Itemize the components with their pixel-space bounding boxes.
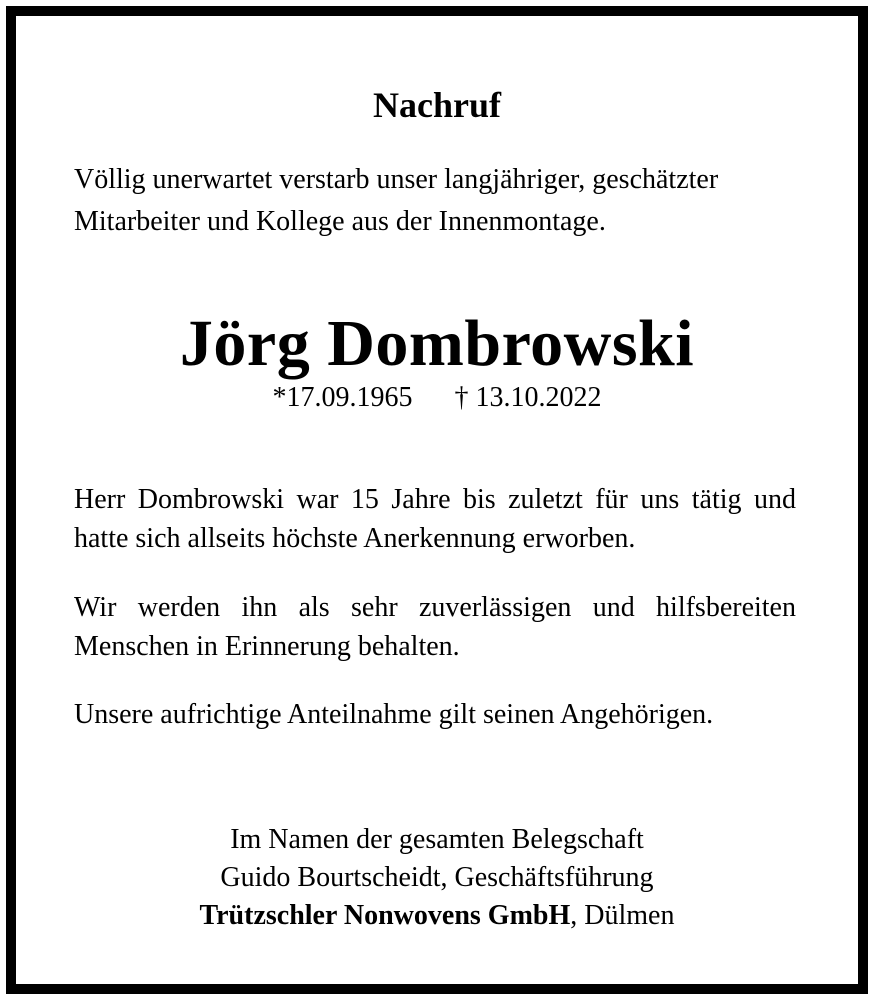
company-name: Trützschler Nonwovens GmbH [199,900,571,931]
paragraph-tenure: Herr Dombrowski war 15 Jahre bis zuletzt für uns tätig und hatte sich allseits höchste Anerkennung erworben. [74,484,796,554]
obituary-frame [6,6,868,994]
deceased-name: Jörg Dombrowski [179,307,695,380]
company-location: , Dülmen [570,900,675,931]
signature-line-staff: Im Namen der gesamten Belegschaft [230,824,644,855]
life-dates [16,382,858,414]
birth-date: *17.09.1965 [272,382,413,413]
signature-line-company [16,897,858,935]
paragraph-condolence: Unsere aufrichtige Anteilnahme gilt seinen Angehörigen. [74,699,714,730]
signature-block [16,821,858,935]
signature-line-management: Guido Bourtscheidt, Geschäftsführung [220,862,654,893]
paragraph-remembrance: Wir werden ihn als sehr zuverlässigen und hilfsbereiten Menschen in Erinnerung behalten. [74,592,796,662]
intro-text: Völlig unerwartet verstarb unser langjähriger, geschätzter Mitarbeiter und Kollege aus der Innenmontage. [74,164,719,237]
death-date: † 13.10.2022 [454,382,602,413]
heading: Nachruf [373,85,501,125]
